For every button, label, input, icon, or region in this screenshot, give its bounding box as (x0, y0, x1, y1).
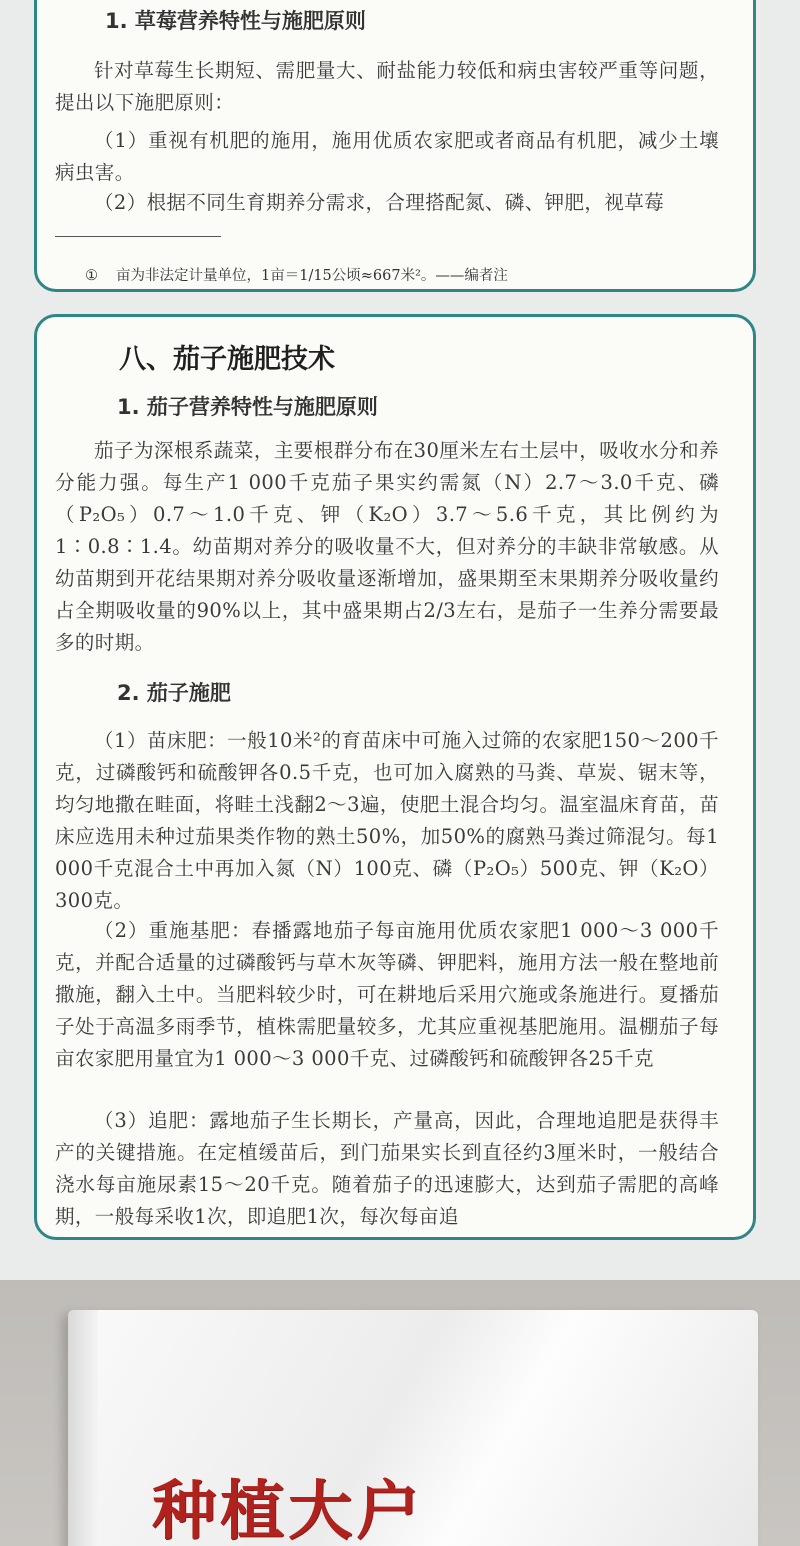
paragraph-principle-1: （1）重视有机肥的施用，施用优质农家肥或者商品有机肥，减少土壤病虫害。 (55, 129, 719, 184)
paragraph-principle-2: （2）根据不同生育期养分需求，合理搭配氮、磷、钾肥，视草莓 (94, 191, 665, 214)
page-card-strawberry (34, 0, 756, 292)
book-cover-photo (0, 1280, 800, 1546)
section-heading-strawberry: 1. 草莓营养特性与施肥原则 (105, 9, 366, 33)
chapter-title: 八、茄子施肥技术 (119, 344, 335, 375)
paragraph-base-fertilizer: （2）重施基肥：春播露地茄子每亩施用优质农家肥1 000～3 000千克，并配合适量的过磷酸钙与草木灰等磷、钾肥料，施用方法一般在整地前撒施，翻入土中。当肥料较少时，可在耕地后采用穴施或条施进行。夏播茄子处于高温多雨季节，植株需肥量较多，尤其应重视基肥施用。温棚茄子每亩农家肥用量宜为1 000～3 000千克、过磷酸钙和硫酸钾各25千克 (55, 919, 719, 1070)
paragraph-nutrition: 茄子为深根系蔬菜，主要根群分布在30厘米左右土层中，吸收水分和养分能力强。每生产1 000千克茄子果实约需氮（N）2.7～3.0千克、磷（P₂O₅）0.7～1.0千克、钾（K₂O）3.7～5.6千克，其比例约为1∶0.8∶1.4。幼苗期对养分的吸收量不大，但对养分的丰缺非常敏感。从幼苗期到开花结果期对养分吸收量逐渐增加，盛果期至末果期养分吸收量约占全期吸收量的90%以上，其中盛果期占2/3左右，是茄子一生养分需要最多的时期。 (55, 439, 719, 654)
page-card-eggplant (34, 314, 756, 1240)
footnote (85, 264, 508, 285)
section-heading-nutrition: 1. 茄子营养特性与施肥原则 (117, 395, 378, 419)
book-cover (68, 1310, 758, 1546)
footnote-mark: ① (85, 268, 98, 284)
paragraph-seedbed-fertilizer: （1）苗床肥：一般10米²的育苗床中可施入过筛的农家肥150～200千克，过磷酸钙和硫酸钾各0.5千克，也可加入腐熟的马粪、草炭、锯末等，均匀地撒在畦面，将畦土浅翻2～3遍，使肥土混合均匀。温室温床育苗，苗床应选用未种过茄果类作物的熟土50%，加50%的腐熟马粪过筛混匀。每1 000千克混合土中再加入氮（N）100克、磷（P₂O₅）500克、钾（K₂O）300克。 (55, 729, 719, 912)
footnote-text: 亩为非法定计量单位，1亩＝1/15公顷≈667米²。——编者注 (116, 268, 508, 284)
book-title: 种植大户 (152, 1475, 424, 1546)
section-heading-fertilizing: 2. 茄子施肥 (117, 681, 231, 705)
paragraph-top-dressing: （3）追肥：露地茄子生长期长，产量高，因此，合理地追肥是获得丰产的关键措施。在定植缓苗后，到门茄果实长到直径约3厘米时，一般结合浇水每亩施尿素15～20千克。随着茄子的迅速膨大，达到茄子需肥的高峰期，一般每采收1次，即追肥1次，每次每亩追 (55, 1109, 719, 1228)
paragraph-principles-intro: 针对草莓生长期短、需肥量大、耐盐能力较低和病虫害较严重等问题，提出以下施肥原则： (55, 59, 719, 114)
footnote-divider (55, 236, 221, 237)
book-edge (68, 1310, 98, 1546)
